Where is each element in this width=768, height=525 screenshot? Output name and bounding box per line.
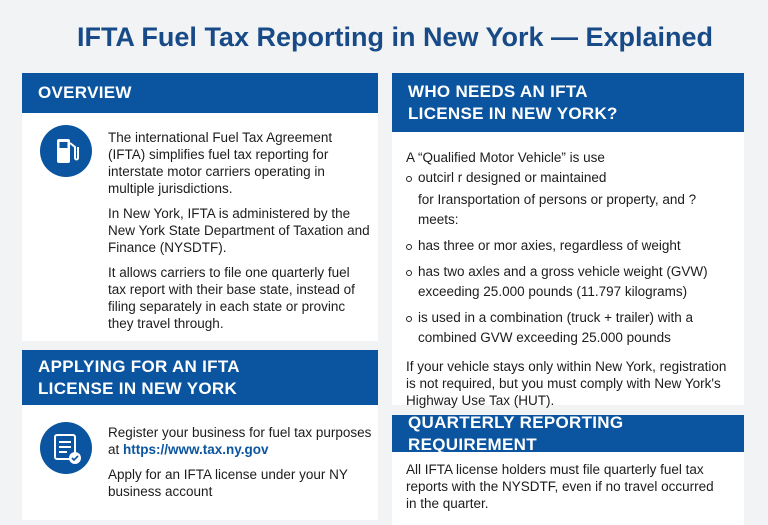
who-continuation: for Iransportation of persons or property, and ? xyxy=(418,192,697,207)
quarterly-card xyxy=(392,415,744,525)
who-bullet: is used in a combination (truck + trailer) with a combined GVW exceeding 25.000 pounds xyxy=(406,308,736,348)
who-bullet: has three or mor axies, regardless of weight xyxy=(406,236,736,256)
who-card xyxy=(392,73,744,408)
applying-card xyxy=(22,350,378,520)
overview-paragraph: The international Fuel Tax Agreement (IFTA) simplifies fuel tax reporting for interstate motor carriers operating in multiple jurisdictions. xyxy=(108,130,333,196)
who-note: If your vehicle stays only within New York, registration is not required, but you must comply with New York's Highway Use Tax (HUT). xyxy=(406,359,727,408)
applying-text xyxy=(108,424,376,508)
who-heading: WHO NEEDS AN IFTA LICENSE IN NEW YORK? xyxy=(392,73,744,132)
quarterly-heading: QUARTERLY REPORTING REQUIREMENT xyxy=(392,415,744,452)
who-intro: A “Qualified Motor Vehicle” is use xyxy=(406,150,605,165)
step-apply: Apply for an IFTA license under your NY business account xyxy=(108,467,348,499)
who-text xyxy=(406,149,736,417)
quarterly-text: All IFTA license holders must file quarterly fuel tax reports with the NYSDTF, even if no travel occurred in the quarter. xyxy=(406,462,714,511)
step-register: Register your business for fuel tax purposes at xyxy=(108,425,372,457)
who-bullet: outcirl r designed or maintained xyxy=(406,168,736,188)
who-continuation: meets: xyxy=(418,212,459,227)
overview-paragraph: In New York, IFTA is administered by the New York State Department of Taxation and Finance (NYSDTF). xyxy=(108,206,370,255)
overview-heading: OVERVIEW xyxy=(22,73,378,113)
applying-heading: APPLYING FOR AN IFTA LICENSE IN NEW YORK xyxy=(22,350,378,405)
who-bullet: has two axles and a gross vehicle weight (GVW) exceeding 25.000 pounds (11.797 kilograms) xyxy=(406,262,736,302)
overview-text xyxy=(108,129,370,340)
page-title: IFTA Fuel Tax Reporting in New York — Explained xyxy=(76,22,714,52)
overview-paragraph: It allows carriers to file one quarterly fuel tax report with their base state, instead of filing separately in each state or provinc they travel through. xyxy=(108,265,355,331)
document-check-icon xyxy=(40,422,92,474)
overview-card xyxy=(22,73,378,341)
tax-website-link[interactable]: https://www.tax.ny.gov xyxy=(123,442,269,457)
fuel-pump-icon xyxy=(40,125,92,177)
